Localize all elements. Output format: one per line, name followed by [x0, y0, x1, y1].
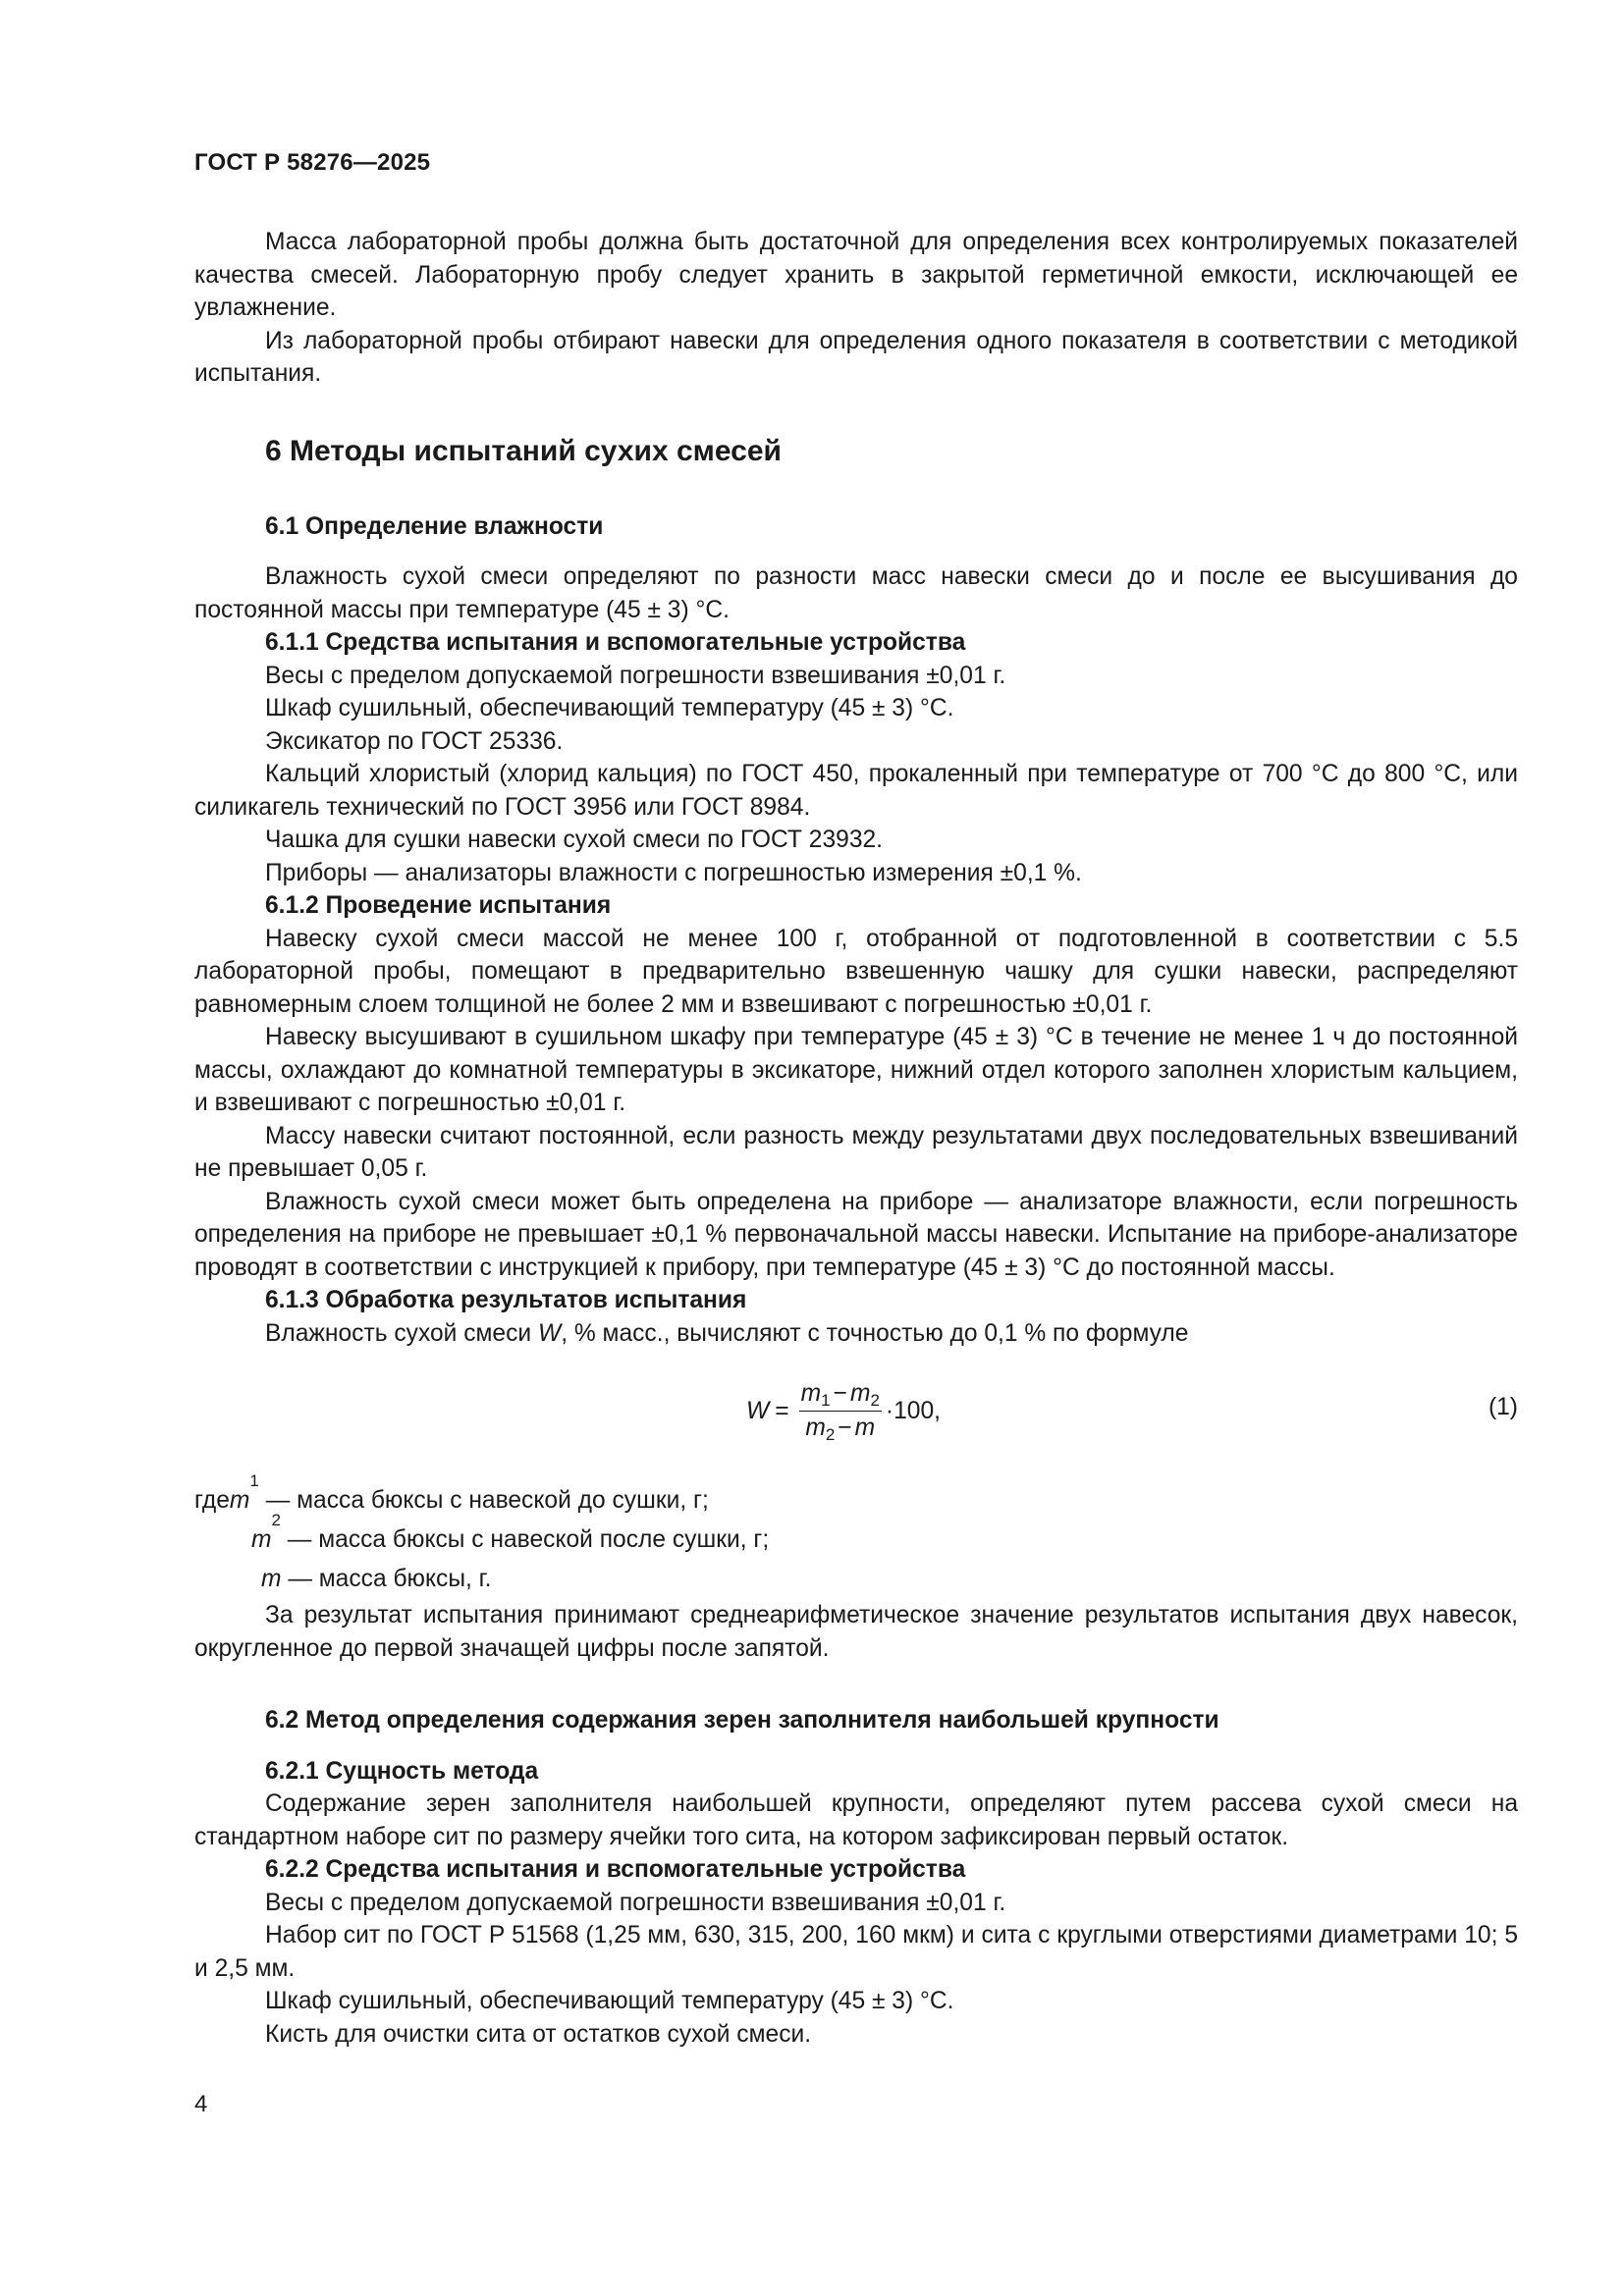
section-6-1-3-heading: 6.1.3 Обработка результатов испытания — [265, 1287, 747, 1313]
list-item: Шкаф сушильный, обеспечивающий температуру (45 ± 3) °С. — [265, 1988, 954, 2014]
legend-row: m 2 — масса бюксы с навеской после сушки, г; — [251, 1511, 770, 1553]
page-number: 4 — [194, 2091, 208, 2117]
paragraph: Навеску высушивают в сушильном шкафу при температуре (45 ± 3) °С в течение не менее 1 ч до постоянной массы, охлаждают до комнатной температуры в эксикаторе, нижний отдел которого заполнен хлористым кальцием, и взвешивают с погрешностью ±0,01 г. — [194, 1024, 1518, 1116]
document-code: ГОСТ Р 58276—2025 — [194, 149, 431, 176]
legend-row: где m 1 — масса бюксы с навеской до сушки, г; — [194, 1471, 709, 1514]
paragraph: Масса лабораторной пробы должна быть достаточной для определения всех контролируемых показателей качества смесей. Лабораторную пробу следует хранить в закрытой герметичной емкости, исключающей ее увлажнение. — [194, 229, 1518, 321]
section-6-1-1-heading: 6.1.1 Средства испытания и вспомогательные устройства — [265, 629, 966, 656]
formula-intro-var: W — [537, 1319, 562, 1347]
formula-fraction — [799, 1379, 882, 1443]
formula-lhs: W — [746, 1397, 770, 1424]
variables-legend — [194, 1471, 1518, 1599]
paragraph: Содержание зерен заполнителя наибольшей крупности, определяют путем рассева сухой смеси на стандартном наборе сит по размеру ячейки того сита, на котором зафиксирован первый остаток. — [194, 1790, 1518, 1850]
section-6-1-2-heading: 6.1.2 Проведение испытания — [265, 892, 612, 919]
formula-equals: = — [775, 1397, 789, 1424]
formula-numerator: $m_1 - m_2$ — [800, 1380, 880, 1410]
formula-intro-after: , % масс., вычисляют с точностью до 0,1 % по формуле — [561, 1319, 1189, 1347]
section-6-2-1-heading: 6.2.1 Сущность метода — [265, 1757, 539, 1785]
formula-block — [194, 1363, 1518, 1471]
list-item: Чашка для сушки навески сухой смеси по ГОСТ 23932. — [265, 827, 884, 853]
paragraph: Из лабораторной пробы отбирают навески для определения одного показателя в соответствии с методикой испытания. — [194, 327, 1518, 387]
formula-tail: ·100, — [885, 1397, 941, 1424]
paragraph: Влажность сухой смеси может быть определена на приборе — анализаторе влажности, если погрешность определения на приборе не превышает ±0,1 % первоначальной массы навески. Испытание на приборе-анализаторе проводят в соответствии с инструкцией к прибору, при температуре (45 ± 3) °С до постоянной массы. — [194, 1188, 1518, 1281]
list-item: Приборы — анализаторы влажности с погрешностью измерения ±0,1 %. — [265, 859, 1082, 886]
formula-number: (1) — [1488, 1394, 1518, 1420]
formula-denominator: $m_2 - m$ — [805, 1415, 876, 1444]
legend-row: m — масса бюксы, г. — [261, 1566, 492, 1592]
list-item: Кисть для очистки сита от остатков сухой смеси. — [265, 2020, 812, 2048]
paragraph: Влажность сухой смеси определяют по разности масс навески смеси до и после ее высушивания до постоянной массы при температуре (45 ± 3) °С. — [194, 563, 1518, 623]
formula-intro — [194, 1317, 1518, 1351]
section-6-1-heading: 6.1 Определение влажности — [265, 512, 604, 540]
list-item: Эксикатор по ГОСТ 25336. — [265, 727, 564, 755]
list-item: Шкаф сушильный, обеспечивающий температуру (45 ± 3) °С. — [265, 695, 954, 721]
formula-intro-before: Влажность сухой смеси — [265, 1319, 538, 1347]
paragraph: За результат испытания принимают среднеарифметическое значение результатов испытания двух навесок, округленное до первой значащей цифры после запятой. — [194, 1602, 1518, 1662]
formula — [746, 1379, 941, 1443]
paragraph: Навеску сухой смеси массой не менее 100 г, отобранной от подготовленной в соответствии с 5.5 лабораторной пробы, помещают в предварительно взвешенную чашку для сушки навески, распределяют равномерным слоем толщиной не более 2 мм и взвешивают с погрешностью ±0,01 г. — [194, 925, 1518, 1018]
page-content — [194, 226, 1518, 2051]
section-6-heading: 6 Методы испытаний сухих смесей — [265, 434, 782, 467]
list-item: Весы с пределом допускаемой погрешности взвешивания ±0,01 г. — [265, 1889, 1006, 1916]
list-item: Набор сит по ГОСТ Р 51568 (1,25 мм, 630, 315, 200, 160 мкм) и сита с круглыми отверстиями диаметрами 10; 5 и 2,5 мм. — [194, 1922, 1518, 1982]
section-6-2-heading: 6.2 Метод определения содержания зерен заполнителя наибольшей крупности — [265, 1707, 1219, 1734]
section-6-2-2-heading: 6.2.2 Средства испытания и вспомогательные устройства — [265, 1856, 966, 1883]
list-item: Кальций хлористый (хлорид кальция) по ГОСТ 450, прокаленный при температуре от 700 °С до 800 °С, или силикагель технический по ГОСТ 3956 или ГОСТ 8984. — [194, 761, 1518, 821]
paragraph: Массу навески считают постоянной, если разность между результатами двух последовательных взвешиваний не превышает 0,05 г. — [194, 1122, 1518, 1182]
list-item: Весы с пределом допускаемой погрешности взвешивания ±0,01 г. — [265, 662, 1006, 689]
